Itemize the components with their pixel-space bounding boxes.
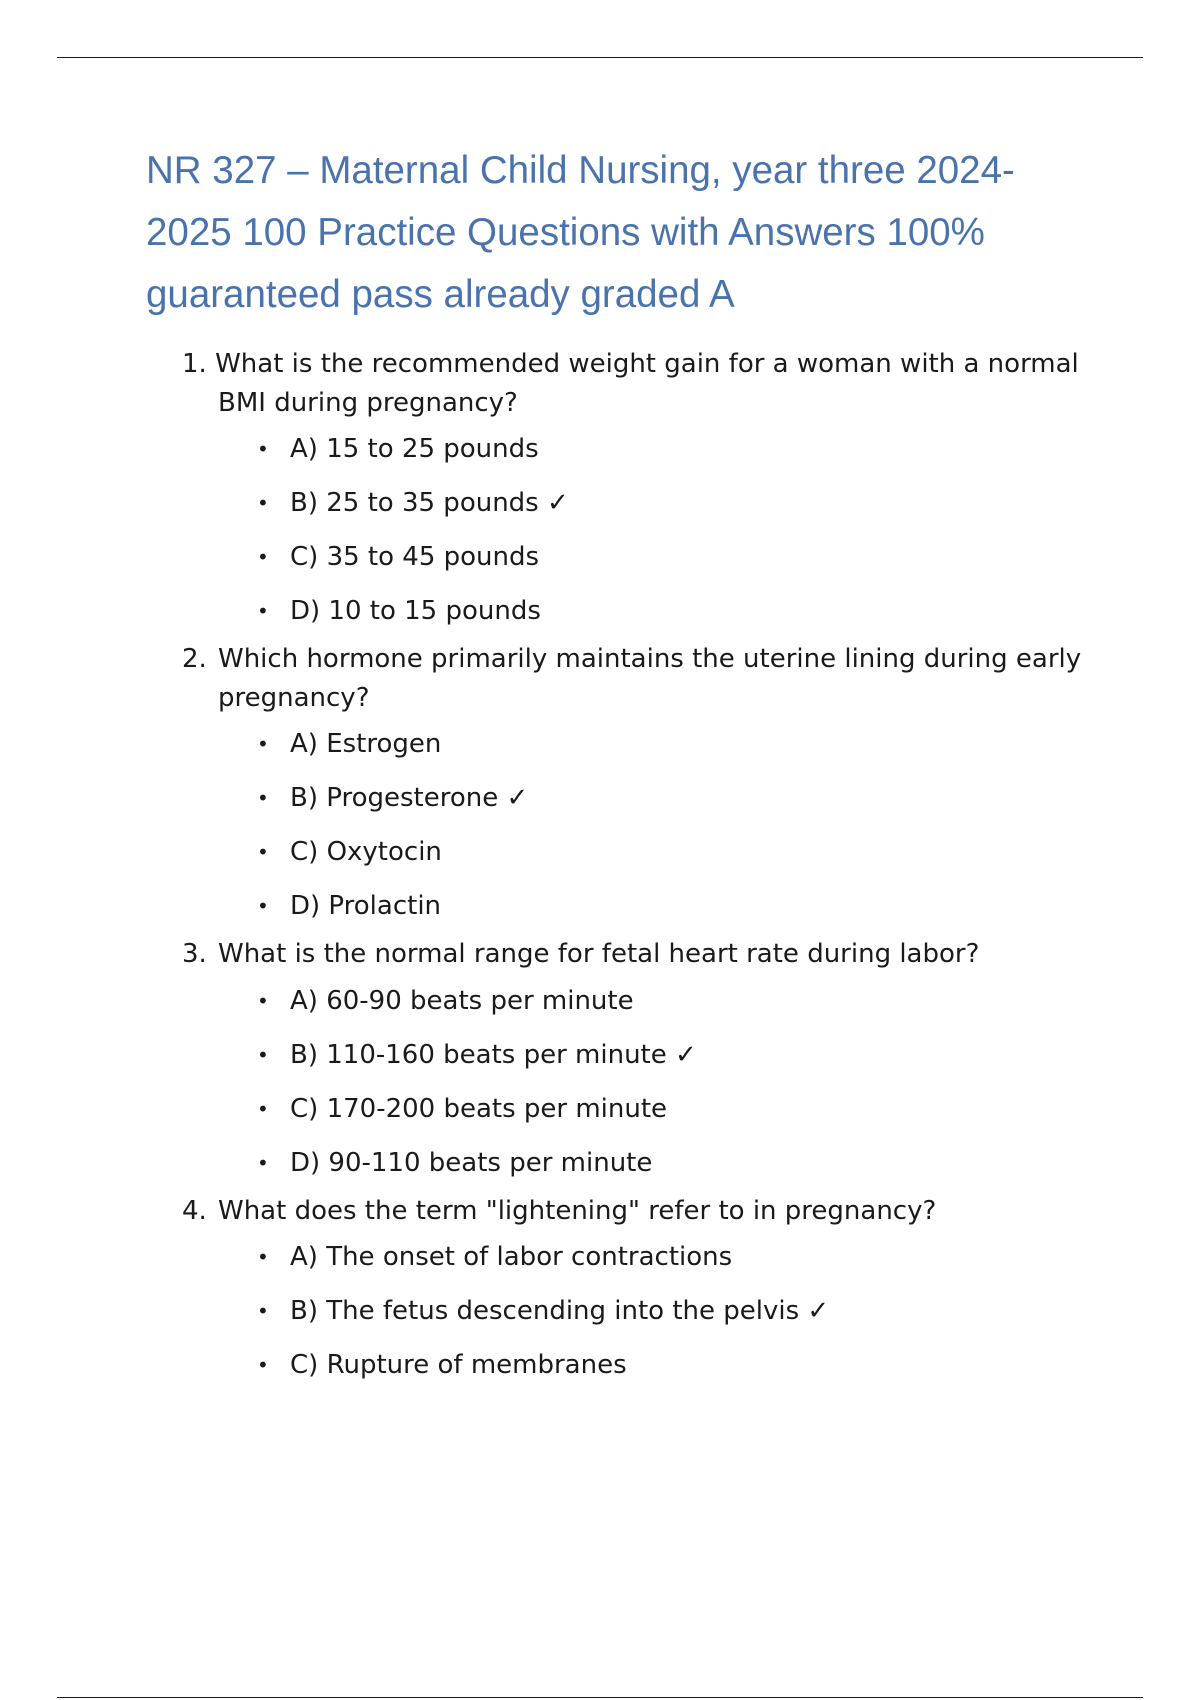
option-item xyxy=(182,1230,1092,1284)
option-item xyxy=(182,1136,1092,1190)
option-list xyxy=(182,717,1092,933)
question-stem xyxy=(182,640,1092,717)
option-item xyxy=(182,1082,1092,1136)
question-2 xyxy=(182,640,1092,933)
bullet-icon: • xyxy=(257,732,269,756)
option-label: C) 35 to 45 pounds xyxy=(290,542,540,572)
bullet-icon: • xyxy=(257,1042,269,1067)
option-item xyxy=(182,717,1092,771)
bullet-icon: • xyxy=(257,1150,269,1175)
question-number: 4. xyxy=(182,1195,207,1226)
bullet-icon: • xyxy=(257,599,269,623)
question-3 xyxy=(182,935,1092,1190)
bullet-icon: • xyxy=(257,840,269,864)
option-item xyxy=(182,1338,1092,1392)
option-item xyxy=(182,974,1092,1028)
question-text: Which hormone primarily maintains the uterine lining during early pregnancy? xyxy=(218,644,1082,713)
bullet-icon: • xyxy=(257,545,269,569)
option-list xyxy=(182,1230,1092,1392)
bullet-icon: • xyxy=(257,1353,269,1377)
question-number: 2. xyxy=(182,644,207,674)
bullet-icon: • xyxy=(257,988,269,1013)
option-label: A) Estrogen xyxy=(290,729,442,759)
option-list xyxy=(182,974,1092,1190)
question-number: 3. xyxy=(182,939,207,969)
question-4 xyxy=(182,1192,1092,1393)
bullet-icon: • xyxy=(257,894,269,918)
option-label: A) 60-90 beats per minute xyxy=(290,985,634,1016)
question-number: 1. xyxy=(182,349,207,379)
option-item xyxy=(182,530,1092,584)
option-label: A) The onset of labor contractions xyxy=(290,1242,733,1272)
option-list xyxy=(182,422,1092,638)
bullet-icon: • xyxy=(257,786,269,810)
question-list xyxy=(182,345,1092,1394)
bullet-icon: • xyxy=(257,491,269,515)
question-text: What is the recommended weight gain for a woman with a normal BMI during pregnancy? xyxy=(215,349,1079,418)
question-text: What does the term "lightening" refer to in pregnancy? xyxy=(218,1195,937,1226)
question-text: What is the normal range for fetal heart rate during labor? xyxy=(218,939,980,969)
option-label: C) Rupture of membranes xyxy=(290,1350,627,1380)
question-stem xyxy=(182,345,1092,422)
bullet-icon: • xyxy=(257,1299,269,1323)
question-stem xyxy=(182,1192,1092,1231)
option-item xyxy=(182,1284,1092,1338)
option-item xyxy=(182,476,1092,530)
option-label: C) Oxytocin xyxy=(290,837,442,867)
question-1 xyxy=(182,345,1092,638)
option-label: B) 25 to 35 pounds ✓ xyxy=(290,488,569,518)
bottom-rule xyxy=(57,1697,1143,1698)
option-label: D) 90-110 beats per minute xyxy=(290,1147,653,1178)
question-stem xyxy=(182,935,1092,974)
option-item xyxy=(182,825,1092,879)
option-item xyxy=(182,1028,1092,1082)
option-item xyxy=(182,879,1092,933)
bullet-icon: • xyxy=(257,437,269,461)
option-item xyxy=(182,584,1092,638)
option-label: B) The fetus descending into the pelvis ✓ xyxy=(290,1296,830,1326)
bullet-icon: • xyxy=(257,1245,269,1269)
option-label: B) 110-160 beats per minute ✓ xyxy=(290,1039,697,1070)
bullet-icon: • xyxy=(257,1096,269,1121)
option-label: A) 15 to 25 pounds xyxy=(290,434,539,464)
document-title: NR 327 – Maternal Child Nursing, year three 2024-2025 100 Practice Questions with Answers 100% guaranteed pass already graded A xyxy=(146,149,1015,316)
option-label: D) Prolactin xyxy=(290,891,442,921)
option-label: B) Progesterone ✓ xyxy=(290,783,529,813)
option-item xyxy=(182,771,1092,825)
option-label: D) 10 to 15 pounds xyxy=(290,596,541,626)
option-item xyxy=(182,422,1092,476)
top-rule xyxy=(57,57,1143,58)
option-label: C) 170-200 beats per minute xyxy=(290,1093,668,1124)
